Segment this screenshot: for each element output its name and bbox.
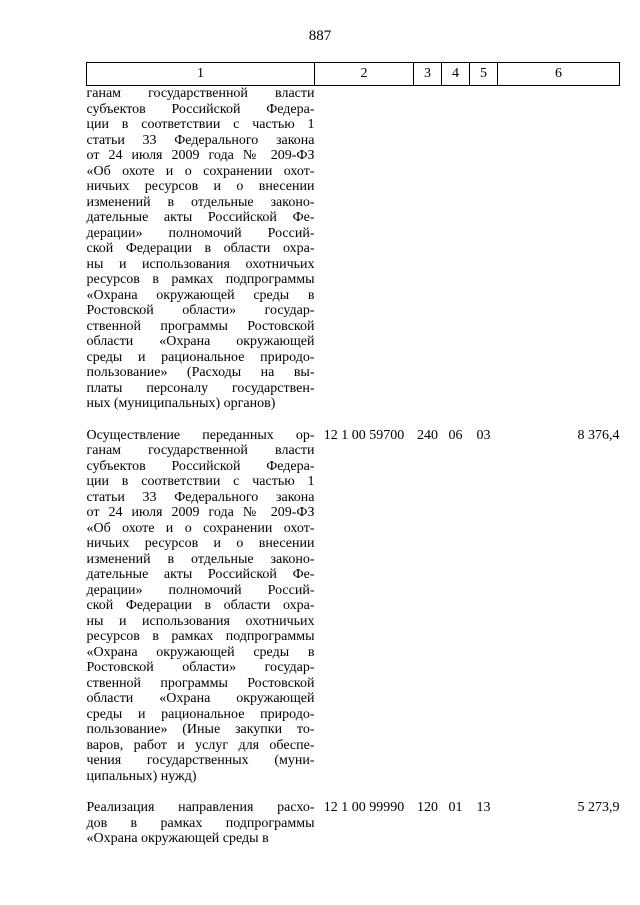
column-header-subsection: 5 (470, 63, 498, 86)
column-header-expense-type: 3 (414, 63, 442, 86)
subsection-code: 03 (476, 427, 491, 443)
description-line: Осуществление переданных ор- (86, 427, 315, 443)
expense-type-code (414, 86, 442, 412)
section-code: 01 (448, 800, 463, 815)
target-article-code (315, 86, 414, 412)
description-line: ничьих ресурсов и о внесении (86, 179, 315, 194)
amount-value: 8 376,4 (577, 427, 620, 443)
subsection-code (470, 86, 498, 412)
expense-type-code: 120 (417, 800, 438, 815)
description-line: области «Охрана окружающей (86, 334, 315, 349)
description-line: ны и использования охотничьих (86, 256, 315, 272)
description-line: среды и рациональное природо- (86, 706, 315, 722)
subsection-code: 13 (476, 800, 491, 815)
target-article-code: 12 1 00 59700 (323, 427, 405, 443)
description-line: «Об охоте и о сохранении охот- (86, 520, 315, 536)
description-line: ции в соответствии с частью 1 (86, 474, 315, 489)
amount-value: 5 273,9 (577, 800, 620, 815)
description-line: Реализация направления расхо- (86, 800, 315, 815)
description-line: статьи 33 Федерального закона (86, 132, 315, 148)
description-line: субъектов Российской Федера- (86, 101, 315, 117)
row-description (87, 800, 315, 847)
row-spacer (87, 784, 620, 800)
description-line: ганам государственной власти (86, 443, 315, 458)
description-line: «Охрана окружающей среды в (86, 831, 269, 846)
description-line: варов, работ и услуг для обеспе- (86, 737, 315, 753)
description-line: чения государственных (муни- (86, 753, 315, 768)
section-code: 06 (448, 427, 463, 443)
description-line: изменений в отдельные законо- (86, 551, 315, 567)
description-line: дательные акты Российской Фе- (86, 210, 315, 225)
description-line: «Охрана окружающей среды в (86, 287, 315, 303)
description-line: ственной программы Ростовской (86, 675, 315, 691)
description-line: платы персоналу государствен- (86, 380, 315, 396)
description-line: Ростовской области» государ- (86, 303, 315, 318)
description-line: ничьих ресурсов и о внесении (86, 536, 315, 551)
description-line: ципальных) нужд) (86, 768, 197, 784)
description-line: пользование» (Иные закупки то- (86, 722, 315, 737)
column-header-description: 1 (87, 63, 315, 86)
description-line: ской Федерации в области охра- (86, 598, 315, 613)
description-line: ны и использования охотничьих (86, 613, 315, 629)
description-line: «Охрана окружающей среды в (86, 644, 315, 660)
description-line: дерации» полномочий Россий- (86, 582, 315, 598)
table-header-row (87, 63, 620, 86)
column-header-section: 4 (442, 63, 470, 86)
description-line: среды и рациональное природо- (86, 349, 315, 365)
table-row (87, 86, 620, 412)
description-line: статьи 33 Федерального закона (86, 489, 315, 505)
description-line: пользование» (Расходы на вы- (86, 365, 315, 380)
table-row (87, 428, 620, 785)
description-line: области «Охрана окружающей (86, 691, 315, 706)
description-line: Ростовской области» государ- (86, 660, 315, 675)
description-line: ской Федерации в области охра- (86, 241, 315, 256)
description-line: субъектов Российской Федера- (86, 458, 315, 474)
row-spacer (87, 412, 620, 428)
description-line: ных (муниципальных) органов) (86, 396, 276, 411)
description-line: «Об охоте и о сохранении охот- (86, 163, 315, 179)
row-description (87, 428, 315, 785)
expense-type-code: 240 (417, 427, 438, 443)
page-number: 887 (308, 28, 332, 44)
column-header-target-article: 2 (315, 63, 414, 86)
table-row (87, 800, 620, 847)
row-description (87, 86, 315, 412)
description-line: ресурсов в рамках подпрограммы (86, 272, 315, 287)
description-line: от 24 июля 2009 года № 209-ФЗ (86, 505, 315, 520)
description-line: дательные акты Российской Фе- (86, 567, 315, 582)
description-line: дов в рамках подпрограммы (86, 815, 315, 831)
section-code (442, 86, 470, 412)
column-header-amount: 6 (498, 63, 620, 86)
description-line: дерации» полномочий Россий- (86, 225, 315, 241)
description-line: ции в соответствии с частью 1 (86, 117, 315, 132)
description-line: ресурсов в рамках подпрограммы (86, 629, 315, 644)
description-line: от 24 июля 2009 года № 209-ФЗ (86, 148, 315, 163)
budget-table (86, 62, 620, 847)
amount-value (498, 86, 620, 412)
target-article-code: 12 1 00 99990 (323, 800, 405, 815)
description-line: изменений в отдельные законо- (86, 194, 315, 210)
description-line: ственной программы Ростовской (86, 318, 315, 334)
description-line: ганам государственной власти (86, 86, 315, 101)
